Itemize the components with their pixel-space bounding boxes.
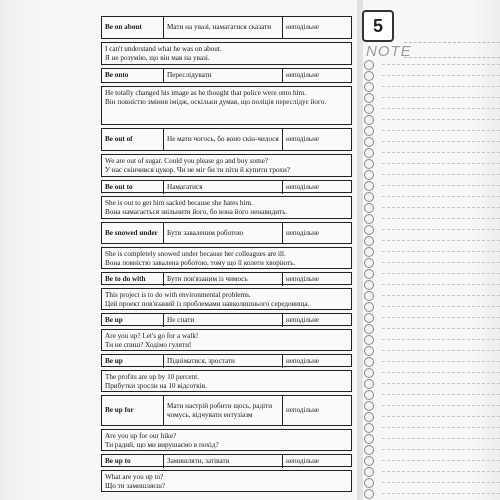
phrase-cell: Be on about [102,17,164,38]
ring-hole [364,247,374,257]
example-english: She is completely snowed under because her colleagues are ill. [105,250,286,258]
note-line [382,174,500,175]
example-english: The profits are up by 10 percent. [105,373,200,381]
note-line [382,64,500,65]
ring-hole [364,489,374,499]
phrase-cell: Be up to [102,455,164,468]
note-line [382,86,500,87]
ring-hole [364,258,374,268]
ring-hole [364,379,374,389]
note-line [382,218,500,219]
ring-hole [364,148,374,158]
ring-hole [364,434,374,444]
ring-hole [364,346,374,356]
phrase-row [101,128,352,151]
ring-hole [364,214,374,224]
separability-cell: неподільне [286,135,319,143]
note-line [382,317,500,318]
translation-cell: Не спати [164,314,283,327]
ring-hole [364,104,374,114]
note-line [382,416,500,417]
note-line [382,152,500,153]
ring-hole [364,60,374,70]
note-line [382,130,500,131]
note-line [382,383,500,384]
separability-cell: неподільне [286,71,319,79]
example-row [101,86,352,125]
ring-hole [364,357,374,367]
note-line [382,97,500,98]
separability-cell: неподільне [286,275,319,283]
note-line [382,328,500,329]
ring-hole [364,412,374,422]
note-line [382,350,500,351]
translation-cell: Бути пов'язаним із чимось [164,273,283,286]
separability-cell: неподільне [286,357,319,365]
ring-hole [364,390,374,400]
example-row [101,370,352,392]
note-line [382,339,500,340]
ring-hole [364,225,374,235]
example-row [101,247,352,269]
note-line [382,141,500,142]
note-header-line [404,42,500,58]
ring-hole [364,126,374,136]
note-line [382,427,500,428]
example-ukrainian: Що ти замишляєш? [105,482,166,490]
separability-cell: неподільне [286,23,319,31]
note-line [382,372,500,373]
example-ukrainian: У нас скінчився цукор. Чи не міг би ти піти й купити трохи? [105,166,291,174]
note-line [382,493,500,494]
phrase-row [101,16,352,39]
phrase-cell: Be onto [102,69,164,82]
ring-hole [364,478,374,488]
note-line [382,75,500,76]
ring-hole [364,192,374,202]
note-line [382,361,500,362]
ring-hole [364,82,374,92]
ring-hole [364,203,374,213]
example-row [101,154,352,177]
ring-hole [364,313,374,323]
ring-hole [364,170,374,180]
note-line [382,471,500,472]
ring-hole [364,445,374,455]
phrase-cell: Be up [102,355,164,368]
phrasal-verbs-table [101,16,352,495]
example-english: She is out to get him sacked because she hates him. [105,199,253,207]
note-lines [382,60,500,500]
ring-hole [364,269,374,279]
separability-cell: неподільне [286,316,319,324]
phrase-row [101,222,352,244]
note-label: NOTE [366,43,412,60]
ring-hole [364,423,374,433]
ring-hole [364,324,374,334]
example-ukrainian: Цей проект пов'язаний із проблемами навколишнього середовища. [105,300,310,308]
note-line [382,438,500,439]
note-line [382,284,500,285]
translation-cell: Переслідувати [164,69,283,82]
separability-cell: неподільне [286,228,319,237]
example-english: This project is to do with environmental problems. [105,291,251,299]
example-ukrainian: Прибутки зросли на 10 відсотків. [105,382,207,390]
translation-cell: Мати на увазі, намагатися сказати [164,17,283,38]
translation-cell: Намагатися [164,181,283,194]
phrase-row [101,454,352,467]
phrase-row [101,313,352,326]
note-line [382,207,500,208]
example-ukrainian: Вона намагається звільнити його, бо вона його ненавидить. [105,208,288,216]
note-line [382,295,500,296]
example-row [101,329,352,351]
example-ukrainian: Він повністю змінив імідж, оскільки думав, що поліція переслідує його. [105,98,327,106]
ring-hole [364,401,374,411]
note-line [382,185,500,186]
ring-hole [364,368,374,378]
example-ukrainian: Ти радий, що ми вирушаємо в похід? [105,441,219,449]
example-english: I can't understand what he was on about. [105,45,222,53]
ring-hole [364,137,374,147]
example-row [101,42,352,65]
page-number: 5 [362,10,394,42]
separability-cell: неподільне [286,457,319,465]
example-row [101,470,352,492]
note-line [382,119,500,120]
phrase-cell: Be out to [102,181,164,194]
note-line [382,196,500,197]
translation-cell: Підніматися, зростати [164,355,283,368]
example-ukrainian: Я не розумію, що він мав на увазі. [105,54,210,62]
translation-cell: Замишляти, затівати [164,455,283,468]
ring-hole [364,291,374,301]
note-line [382,229,500,230]
example-english: Are you up? Let's go for a walk! [105,332,199,340]
example-ukrainian: Ти не спиш? Ходімо гуляти! [105,341,192,349]
ring-hole [364,236,374,246]
note-line [382,240,500,241]
note-line [382,394,500,395]
example-english: He totally changed his image as he thought that police were onto him. [105,89,306,97]
translation-cell: Бути заваленим роботою [164,223,283,243]
note-line [382,405,500,406]
note-line [382,251,500,252]
phrase-row [101,395,352,426]
phrase-row [101,354,352,367]
note-line [382,273,500,274]
ring-hole [364,467,374,477]
phrase-cell: Be out of [102,129,164,150]
example-english: What are you up to? [105,473,164,481]
example-row [101,429,352,451]
ring-hole [364,456,374,466]
example-english: We are out of sugar. Could you please go and buy some? [105,157,269,165]
spiral-rings [364,60,378,500]
ring-hole [364,181,374,191]
note-line [382,460,500,461]
ring-hole [364,115,374,125]
phrase-cell: Be snowed under [102,223,164,243]
example-row [101,288,352,310]
phrase-row [101,180,352,193]
translation-cell: Мати настрій робити щось, радіти чомусь, відчувати ентузіазм [164,396,283,425]
ring-hole [364,71,374,81]
translation-cell: Не мати чогось, бо воно скін-чилося [164,129,283,150]
phrase-cell: Be to do with [102,273,164,286]
example-english: Are you up for our hike? [105,432,177,440]
note-line [382,482,500,483]
phrase-cell: Be up [102,314,164,327]
ring-hole [364,93,374,103]
note-line [382,449,500,450]
ring-hole [364,280,374,290]
note-line [382,306,500,307]
ring-hole [364,335,374,345]
phrase-row [101,272,352,285]
note-line [382,262,500,263]
phrase-row [101,68,352,83]
page-binding [357,0,363,500]
separability-cell: неподільне [286,406,319,414]
note-line [382,163,500,164]
example-ukrainian: Вона повністю завалена роботою, тому що її колеги хворіють. [105,259,296,267]
ring-hole [364,302,374,312]
example-row [101,196,352,219]
phrase-cell: Be up for [102,396,164,425]
ring-hole [364,159,374,169]
separability-cell: неподільне [286,183,319,191]
note-line [382,108,500,109]
